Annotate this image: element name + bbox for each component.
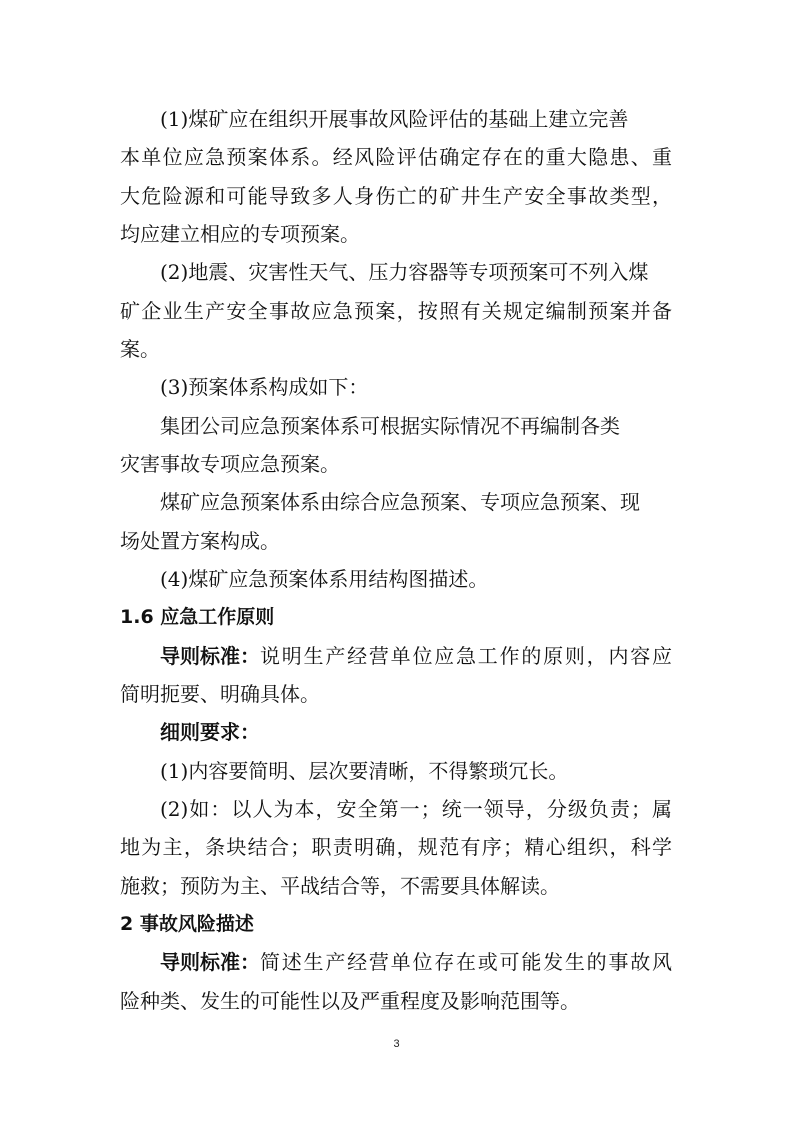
paragraph-line: [0, 214, 793, 254]
line-text: 案。: [120, 337, 160, 361]
paragraph-line: [0, 99, 793, 139]
line-text: (4)煤矿应急预案体系用结构图描述。: [160, 567, 489, 591]
guideline-label: 导则标准：: [160, 950, 260, 974]
line-text: 本单位应急预案体系。经风险评估确定存在的重大隐患、重: [120, 145, 672, 169]
line-text: 说明生产经营单位应急工作的原则，内容应: [260, 644, 672, 668]
paragraph-line: [0, 712, 793, 752]
paragraph-line: [0, 252, 793, 292]
line-text: 均应建立相应的专项预案。: [120, 222, 360, 246]
paragraph-line: [0, 176, 793, 216]
line-text: 煤矿应急预案体系由综合应急预案、专项应急预案、现: [160, 490, 640, 514]
line-text: 简明扼要、明确具体。: [120, 682, 320, 706]
heading-text: 1.6 应急工作原则: [120, 606, 275, 628]
paragraph-line: [0, 329, 793, 369]
paragraph-line: [0, 827, 793, 867]
line-text: 险种类、发生的可能性以及严重程度及影响范围等。: [120, 989, 580, 1013]
line-text-group: [160, 942, 672, 982]
paragraph-line: [0, 866, 793, 906]
line-text-group: [160, 636, 672, 676]
paragraph-line: [0, 789, 793, 829]
line-text: 简述生产经营单位存在或可能发生的事故风: [260, 950, 672, 974]
line-text: (1)煤矿应在组织开展事故风险评估的基础上建立完善: [160, 107, 629, 131]
paragraph-line: [0, 444, 793, 484]
line-text: 地为主，条块结合；职责明确，规范有序；精心组织，科学: [120, 835, 672, 859]
section-heading: [0, 597, 793, 637]
line-text: 大危险源和可能导致多人身伤亡的矿井生产安全事故类型，: [120, 184, 672, 208]
paragraph-line: [0, 674, 793, 714]
line-text: (1)内容要简明、层次要清晰，不得繁琐冗长。: [160, 759, 569, 783]
paragraph-line: [0, 137, 793, 177]
guideline-label: 导则标准：: [160, 644, 260, 668]
paragraph-line: [0, 291, 793, 331]
heading-text: 2 事故风险描述: [120, 913, 254, 935]
paragraph-line: [0, 521, 793, 561]
page-number: 3: [393, 1038, 400, 1050]
paragraph-line: [0, 559, 793, 599]
paragraph-line: [0, 751, 793, 791]
line-text: 场处置方案构成。: [120, 529, 280, 553]
line-text: (3)预案体系构成如下：: [160, 375, 369, 399]
paragraph-line: [0, 942, 793, 982]
paragraph-line: [0, 482, 793, 522]
line-text: 施救；预防为主、平战结合等，不需要具体解读。: [120, 874, 560, 898]
line-text: 集团公司应急预案体系可根据实际情况不再编制各类: [160, 414, 620, 438]
paragraph-line: [0, 981, 793, 1021]
section-heading: [0, 904, 793, 944]
line-text: 矿企业生产安全事故应急预案，按照有关规定编制预案并备: [120, 299, 672, 323]
line-text: (2)地震、灾害性天气、压力容器等专项预案可不列入煤: [160, 260, 649, 284]
line-text: 灾害事故专项应急预案。: [120, 452, 340, 476]
paragraph-line: [0, 367, 793, 407]
detail-label: 细则要求：: [160, 720, 260, 744]
line-text: (2)如：以人为本，安全第一；统一领导，分级负责；属: [160, 797, 672, 821]
paragraph-line: [0, 636, 793, 676]
paragraph-line: [0, 406, 793, 446]
